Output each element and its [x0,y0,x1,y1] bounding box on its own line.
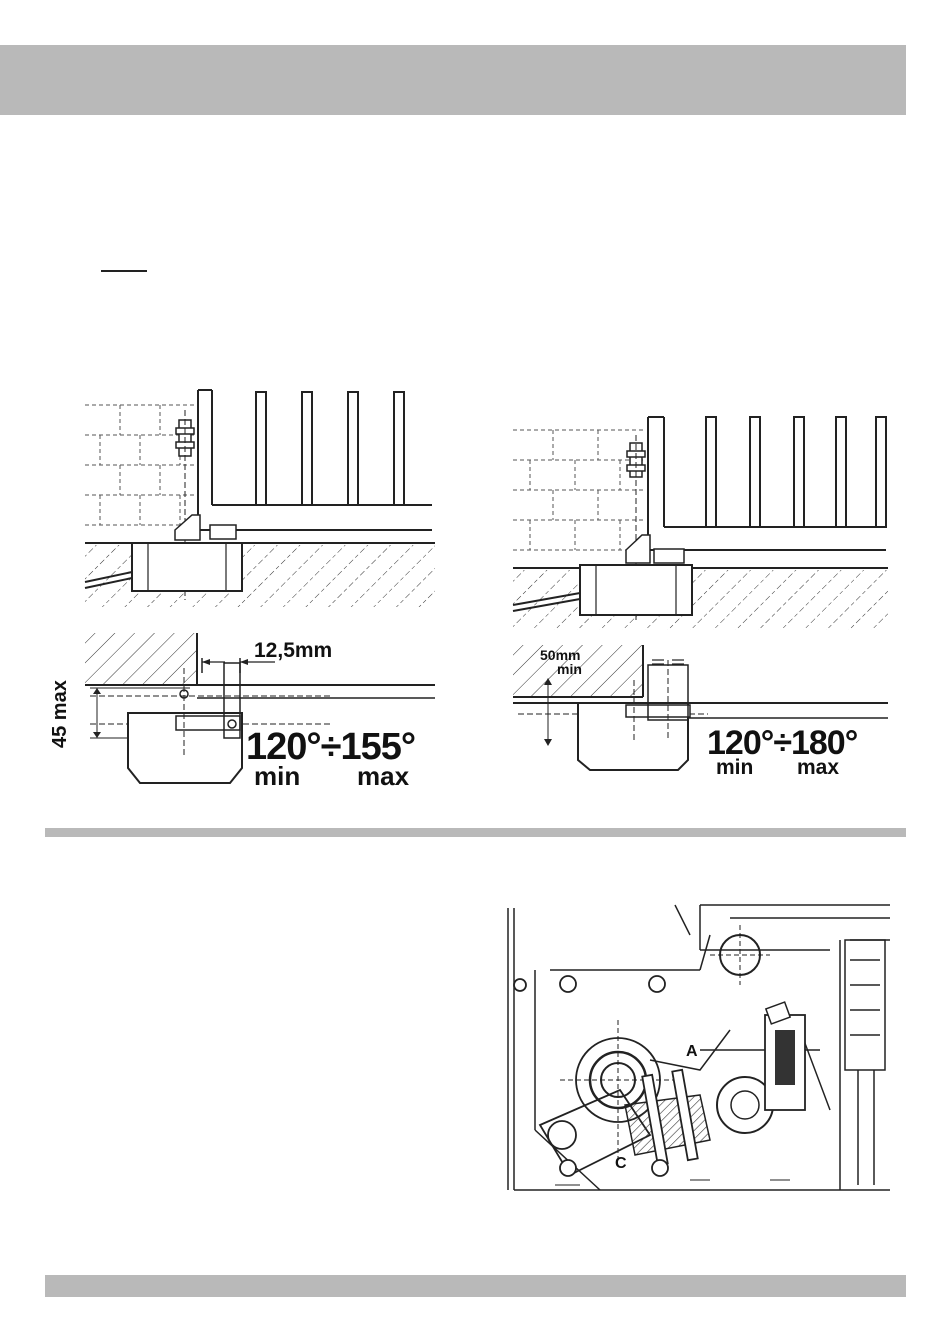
right-max-label: max [797,756,840,779]
right-angle-range-label: 120°÷180° [707,724,858,762]
footer-band [45,1275,906,1297]
label-a: A [686,1043,698,1060]
left-dim-height-label: 45 max [49,680,71,748]
left-gate-elevation-drawing [80,380,440,620]
header-band [0,45,906,115]
label-c: C [615,1155,627,1172]
right-gate-elevation-drawing [508,405,893,635]
left-angle-range-label: 120°÷155° [246,726,416,768]
left-dim-offset-label: 12,5mm [254,639,333,662]
left-max-label: max [357,761,410,791]
text-underline-rule [101,270,147,272]
right-dim-offset-sub-label: min [557,661,582,677]
right-dim-offset-label: 50mm [540,647,581,663]
right-min-label: min [716,756,754,779]
section-divider [45,828,906,837]
left-min-label: min [254,761,301,791]
